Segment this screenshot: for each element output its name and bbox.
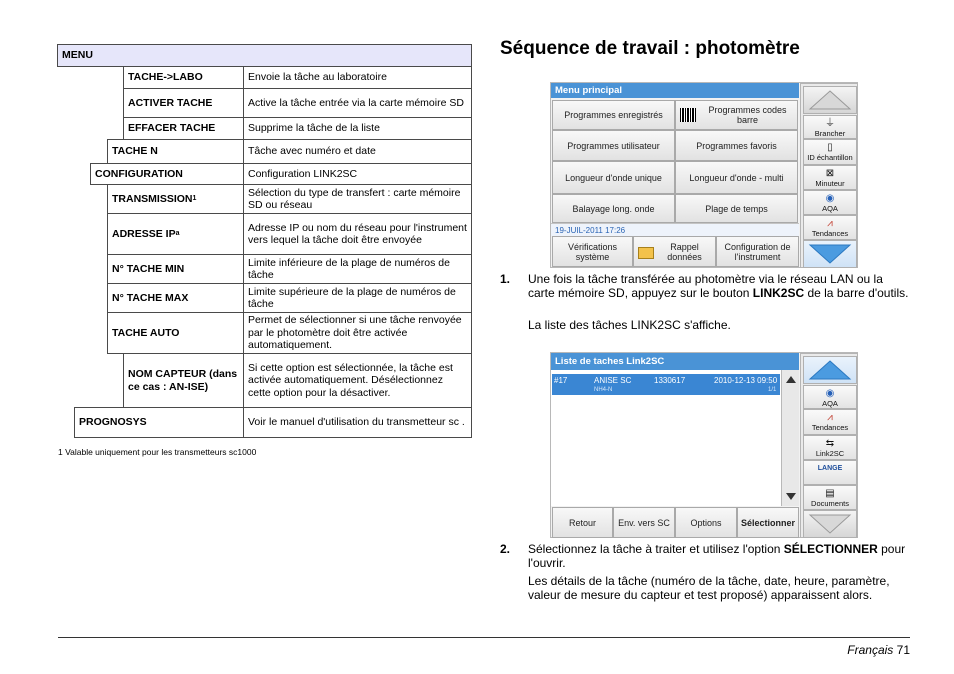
section-title: Séquence de travail : photomètre (500, 38, 800, 59)
screen-title: Menu principal (551, 83, 799, 98)
system-checks-button[interactable]: Vérifications système (552, 236, 633, 267)
menu-key: TACHE N (107, 139, 244, 164)
menu-key: PROGNOSYS (74, 407, 244, 438)
options-button[interactable]: Options (675, 507, 737, 538)
menu-desc: Limite inférieure de la plage de numéros de tâche (243, 254, 472, 284)
menu-key: EFFACER TACHE (123, 117, 244, 140)
aqa-button[interactable]: ◉ AQA (803, 385, 857, 409)
step-2-text: Sélectionnez la tâche à traiter et utilisez l'option SÉLECTIONNER pour l'ouvrir. (528, 542, 906, 570)
menu-desc: Tâche avec numéro et date (243, 139, 472, 164)
menu-header: MENU (57, 44, 472, 67)
side-toolbar (800, 353, 858, 538)
tile-single-wavelength[interactable]: Longueur d'onde unique (552, 161, 675, 194)
step-2-number: 2. (500, 542, 511, 556)
scroll-up-button[interactable] (803, 86, 857, 114)
scroll-down-small-icon (782, 488, 800, 504)
main-menu-screen (550, 82, 858, 268)
task-page: 1/1 (768, 387, 777, 393)
menu-key: ACTIVER TACHE (123, 88, 244, 118)
task-name: ANISE SC (594, 376, 632, 385)
scroll-up-button[interactable] (803, 356, 857, 384)
task-row[interactable] (552, 374, 780, 395)
link2sc-button[interactable]: ⇆ Link2SC (803, 435, 857, 460)
task-id: #17 (554, 376, 568, 385)
arrow-down-icon (808, 513, 852, 535)
menu-key: NOM CAPTEUR (dans ce cas : AN-ISE) (123, 353, 244, 408)
timer-button[interactable]: ⊠ Minuteur (803, 165, 857, 190)
back-button[interactable]: Retour (552, 507, 613, 538)
aqa-icon: ◉ (825, 388, 835, 399)
sample-id-button[interactable]: ▯ ID échantillon (803, 139, 857, 165)
trends-button[interactable]: ⩘ Tendances (803, 409, 857, 435)
timer-icon: ⊠ (825, 168, 835, 179)
menu-key: TACHE->LABO (123, 66, 244, 89)
vial-icon: ▯ (827, 142, 833, 153)
task-parameter: NH4-N (594, 387, 613, 393)
menu-desc: Permet de sélectionner si une tâche renvoyée par le photomètre doit être activée automatiquement. (243, 312, 472, 354)
trend-chart-icon: ⩘ (827, 218, 833, 229)
link2sc-icon: ⇆ (825, 438, 835, 449)
date-time: 19-JUIL-2011 17:26 (551, 223, 799, 236)
aqa-icon: ◉ (825, 193, 835, 204)
tile-barcode-programs[interactable]: Programmes codes barre (675, 100, 798, 130)
menu-key: TRANSMISSION 1 (107, 184, 244, 214)
tile-wavelength-scan[interactable]: Balayage long. onde (552, 194, 675, 223)
screen-title: Liste de taches Link2SC (551, 353, 799, 370)
footnote: 1 Valable uniquement pour les transmetteurs sc1000 (58, 447, 257, 457)
send-to-sc-button[interactable]: Env. vers SC (613, 507, 675, 538)
select-button[interactable]: Sélectionner (737, 507, 799, 538)
task-datetime: 2010-12-13 09:50 (714, 376, 778, 385)
trends-button[interactable]: ⩘ Tendances (803, 215, 857, 240)
connect-button[interactable]: ⏚ Brancher (803, 115, 857, 139)
menu-desc: Si cette option est sélectionnée, la tâche est activée automatiquement. Désélectionnez cette option pour la désactiver. (243, 353, 472, 408)
aqa-button[interactable]: ◉ AQA (803, 190, 857, 215)
barcode-icon (680, 108, 696, 122)
documents-icon: ▤ (825, 488, 835, 499)
page-footer: Français 71 (847, 643, 910, 657)
menu-desc: Envoie la tâche au laboratoire (243, 66, 472, 89)
folder-icon (638, 247, 654, 259)
link2sc-task-list-screen (550, 352, 858, 538)
scrollbar[interactable] (781, 370, 799, 506)
arrow-up-icon (808, 359, 852, 381)
step-1-text: Une fois la tâche transférée au photomètre via le réseau LAN ou la carte mémoire SD, appuyez sur le bouton LINK2SC de la barre d'outils. (528, 272, 909, 300)
recall-data-button[interactable]: Rappel données (633, 236, 716, 267)
menu-desc: Adresse IP ou nom du réseau pour l'instrument vers lequel la tâche doit être envoyée (243, 213, 472, 255)
footer-rule (58, 637, 910, 638)
step-1-note: La liste des tâches LINK2SC s'affiche. (528, 318, 731, 332)
tile-favorite-programs[interactable]: Programmes favoris (675, 130, 798, 161)
instrument-setup-button[interactable]: Configuration de l'instrument (716, 236, 799, 267)
tile-multi-wavelength[interactable]: Longueur d'onde - multi (675, 161, 798, 194)
task-code: 1330617 (654, 376, 686, 385)
menu-desc: Active la tâche entrée via la carte mémoire SD (243, 88, 472, 118)
arrow-up-icon (808, 89, 852, 111)
menu-desc: Sélection du type de transfert : carte mémoire SD ou réseau (243, 184, 472, 214)
tile-saved-programs[interactable]: Programmes enregistrés (552, 100, 675, 130)
task-list (551, 370, 799, 506)
trend-chart-icon: ⩘ (827, 412, 833, 423)
arrow-down-icon (808, 243, 852, 265)
menu-desc: Supprime la tâche de la liste (243, 117, 472, 140)
lange-logo-icon: LANGE (817, 465, 843, 472)
scroll-up-small-icon (782, 372, 800, 388)
tile-time-course[interactable]: Plage de temps (675, 194, 798, 223)
menu-key: N° TACHE MIN (107, 254, 244, 284)
menu-key: ADRESSE IP a (107, 213, 244, 255)
tile-user-programs[interactable]: Programmes utilisateur (552, 130, 675, 161)
menu-desc: Configuration LINK2SC (243, 163, 472, 185)
menu-key: TACHE AUTO (107, 312, 244, 354)
menu-desc: Voir le manuel d'utilisation du transmetteur sc . (243, 407, 472, 438)
scroll-down-button[interactable] (803, 510, 857, 538)
menu-key: N° TACHE MAX (107, 283, 244, 313)
plug-icon: ⏚ (825, 118, 835, 129)
step-2-note: Les détails de la tâche (numéro de la tâche, date, heure, paramètre, valeur de mesure du capteur et test proposé) apparaissent alors. (528, 574, 890, 602)
menu-key: CONFIGURATION (90, 163, 244, 185)
scroll-down-button[interactable] (803, 240, 857, 268)
lange-button[interactable] (803, 460, 857, 485)
menu-desc: Limite supérieure de la plage de numéros de tâche (243, 283, 472, 313)
step-1-number: 1. (500, 272, 511, 286)
documents-button[interactable]: ▤ Documents (803, 485, 857, 510)
side-toolbar (800, 83, 858, 268)
